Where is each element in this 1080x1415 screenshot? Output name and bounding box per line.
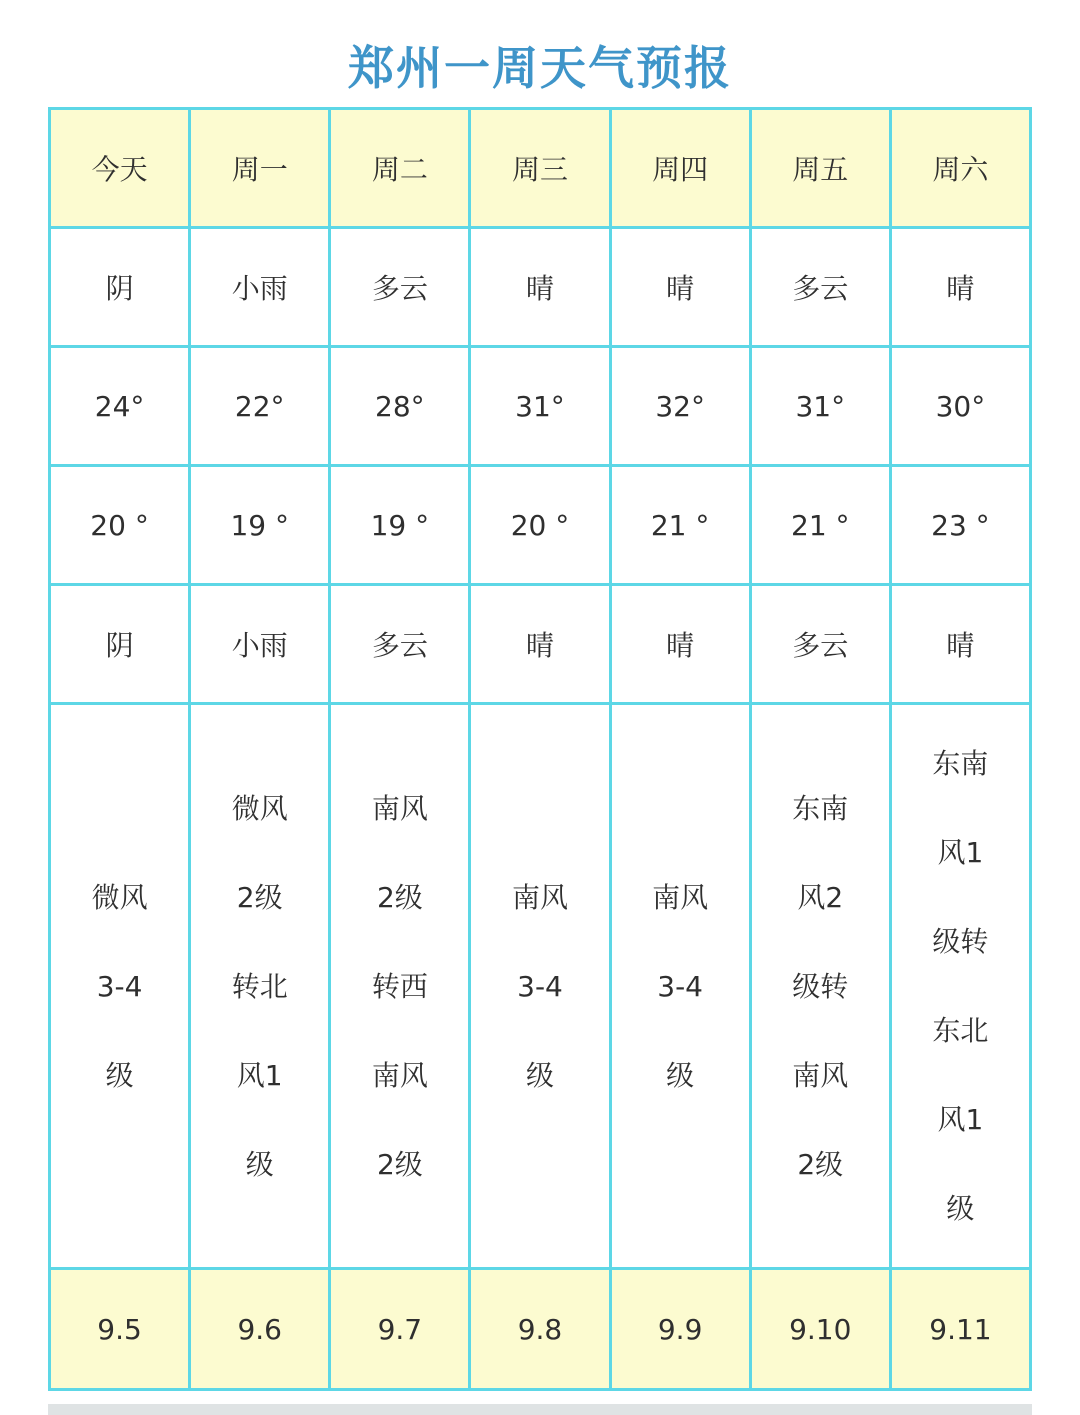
wind-line: 东南	[932, 747, 989, 780]
high-temp-cell: 28°	[330, 347, 470, 466]
wind-line: 级转	[792, 969, 849, 1003]
low-temp-cell: 20 °	[470, 466, 610, 585]
wind-row	[50, 704, 1031, 1269]
wind-line: 级转	[932, 925, 989, 958]
date-cell: 9.8	[470, 1269, 610, 1390]
wind-line: 级	[105, 1058, 134, 1092]
high-temp-cell: 31°	[750, 347, 890, 466]
day-weather-cell: 多云	[750, 228, 890, 347]
wind-line: 风2	[797, 880, 844, 914]
wind-cell	[50, 704, 190, 1269]
day-weather-row	[50, 228, 1031, 347]
date-cell: 9.9	[610, 1269, 750, 1390]
low-temp-cell: 21 °	[610, 466, 750, 585]
low-temp-row	[50, 466, 1031, 585]
day-label-cell: 周二	[330, 109, 470, 228]
night-weather-cell: 小雨	[190, 585, 330, 704]
night-weather-cell: 晴	[610, 585, 750, 704]
day-label-row	[50, 109, 1031, 228]
wind-line: 微风	[231, 791, 288, 825]
low-temp-cell: 20 °	[50, 466, 190, 585]
wind-cell	[190, 704, 330, 1269]
high-temp-cell: 32°	[610, 347, 750, 466]
wind-line: 2级	[376, 1147, 423, 1181]
wind-line: 南风	[511, 880, 568, 914]
wind-line: 风1	[937, 1103, 984, 1136]
wind-line: 东南	[792, 791, 849, 825]
day-weather-cell: 晴	[610, 228, 750, 347]
date-cell: 9.11	[890, 1269, 1030, 1390]
wind-line: 微风	[91, 880, 148, 914]
page-title: 郑州一周天气预报	[348, 41, 732, 95]
day-weather-cell: 晴	[470, 228, 610, 347]
night-weather-cell: 晴	[470, 585, 610, 704]
wind-line: 转西	[371, 969, 428, 1003]
day-label-cell: 周六	[890, 109, 1030, 228]
high-temp-cell: 31°	[470, 347, 610, 466]
night-weather-cell: 阴	[50, 585, 190, 704]
high-temp-row	[50, 347, 1031, 466]
night-weather-cell: 多云	[750, 585, 890, 704]
wind-cell	[470, 704, 610, 1269]
wind-cell	[750, 704, 890, 1269]
wind-cell	[890, 704, 1030, 1269]
wind-line: 级	[245, 1147, 274, 1181]
low-temp-cell: 21 °	[750, 466, 890, 585]
weather-forecast-table	[48, 107, 1032, 1391]
wind-line: 2级	[236, 880, 283, 914]
wind-line: 2级	[376, 880, 423, 914]
wind-line: 东北	[932, 1014, 989, 1047]
low-temp-cell: 23 °	[890, 466, 1030, 585]
wind-line: 风1	[236, 1058, 283, 1092]
wind-cell	[330, 704, 470, 1269]
day-weather-cell: 小雨	[190, 228, 330, 347]
wind-line: 风1	[937, 836, 984, 869]
wind-line: 级	[946, 1192, 975, 1225]
wind-line: 2级	[797, 1147, 844, 1181]
day-weather-cell: 阴	[50, 228, 190, 347]
wind-line: 3-4	[657, 969, 703, 1003]
day-weather-cell: 晴	[890, 228, 1030, 347]
night-weather-cell: 晴	[890, 585, 1030, 704]
wind-line: 南风	[792, 1058, 849, 1092]
high-temp-cell: 24°	[50, 347, 190, 466]
high-temp-cell: 22°	[190, 347, 330, 466]
date-row	[50, 1269, 1031, 1390]
wind-line: 3-4	[517, 969, 563, 1003]
date-cell: 9.6	[190, 1269, 330, 1390]
wind-line: 转北	[231, 969, 288, 1003]
night-weather-cell: 多云	[330, 585, 470, 704]
wind-cell	[610, 704, 750, 1269]
day-label-cell: 周一	[190, 109, 330, 228]
day-label-cell: 周四	[610, 109, 750, 228]
wind-line: 级	[666, 1058, 695, 1092]
wind-line: 级	[525, 1058, 554, 1092]
day-label-cell: 周三	[470, 109, 610, 228]
wind-line: 南风	[652, 880, 709, 914]
date-cell: 9.5	[50, 1269, 190, 1390]
day-label-cell: 今天	[50, 109, 190, 228]
wind-line: 南风	[371, 791, 428, 825]
day-label-cell: 周五	[750, 109, 890, 228]
date-cell: 9.7	[330, 1269, 470, 1390]
wind-line: 南风	[371, 1058, 428, 1092]
high-temp-cell: 30°	[890, 347, 1030, 466]
day-weather-cell: 多云	[330, 228, 470, 347]
date-cell: 9.10	[750, 1269, 890, 1390]
wind-line: 3-4	[96, 969, 143, 1003]
bottom-divider	[48, 1404, 1032, 1415]
low-temp-cell: 19 °	[190, 466, 330, 585]
low-temp-cell: 19 °	[330, 466, 470, 585]
night-weather-row	[50, 585, 1031, 704]
